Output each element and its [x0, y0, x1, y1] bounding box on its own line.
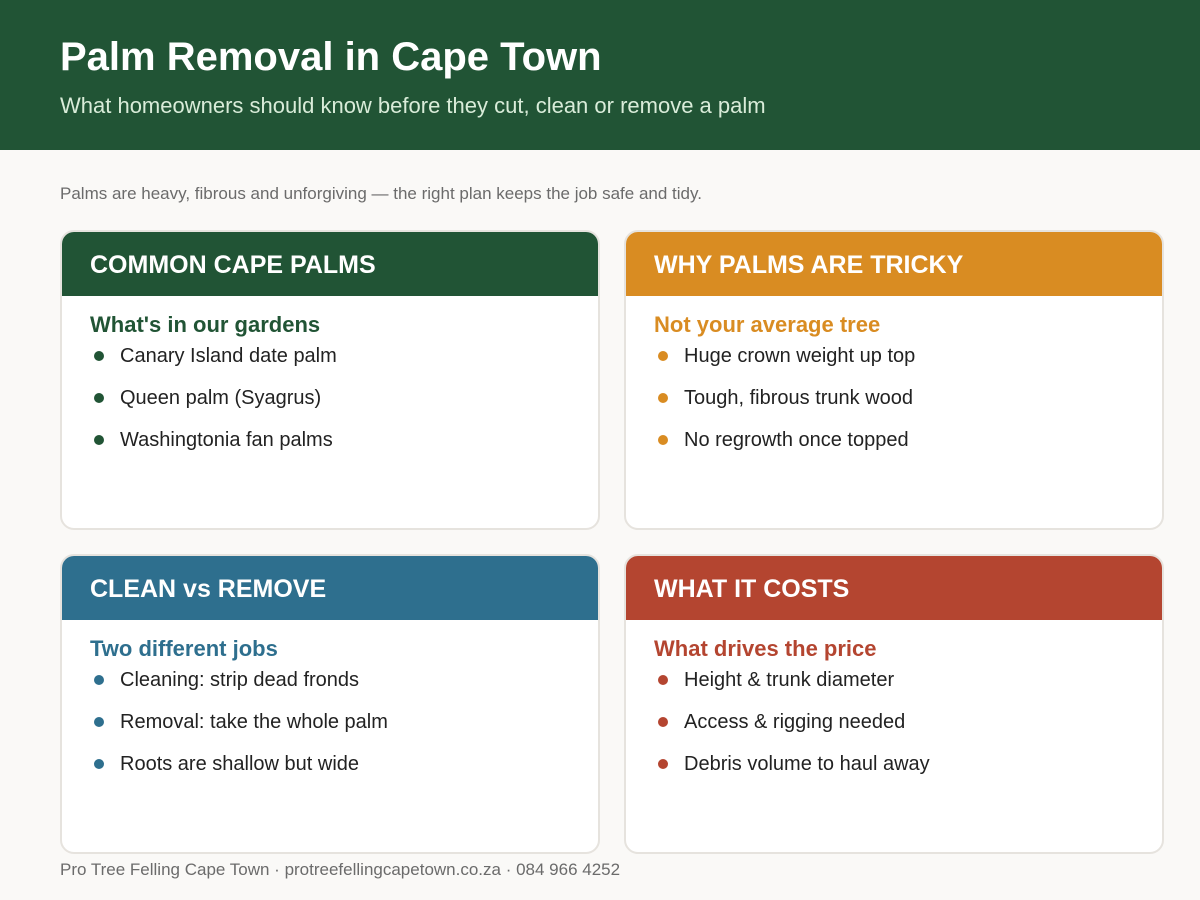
page-title: Palm Removal in Cape Town [60, 35, 602, 79]
bullet-dot-icon [94, 393, 104, 403]
bullet-list [90, 668, 388, 794]
card-common-palms [60, 230, 600, 530]
list-item-label: Height & trunk diameter [684, 669, 895, 691]
list-item [654, 668, 930, 710]
list-item-label: Queen palm (Syagrus) [120, 387, 322, 409]
list-item-label: Roots are shallow but wide [120, 753, 360, 775]
card-why-tricky [624, 230, 1164, 530]
card-subtitle: Two different jobs [90, 636, 278, 661]
bullet-dot-icon [94, 351, 104, 361]
card-what-it-costs [624, 554, 1164, 854]
list-item-label: Tough, fibrous trunk wood [684, 387, 914, 409]
card-title: CLEAN vs REMOVE [90, 575, 327, 603]
list-item-label: Washingtonia fan palms [120, 429, 333, 451]
card-subtitle: What drives the price [654, 636, 877, 661]
footer-contact: Pro Tree Felling Cape Town · protreefellingcapetown.co.za · 084 966 4252 [60, 860, 621, 879]
page-header [0, 0, 1200, 150]
bullet-dot-icon [658, 759, 668, 769]
card-title: WHAT IT COSTS [654, 575, 850, 603]
list-item [654, 710, 930, 752]
list-item-label: Cleaning: strip dead fronds [120, 669, 360, 691]
bullet-dot-icon [658, 351, 668, 361]
bullet-dot-icon [658, 393, 668, 403]
bullet-dot-icon [658, 675, 668, 685]
list-item [90, 386, 337, 428]
page-subtitle: What homeowners should know before they cut, clean or remove a palm [60, 93, 766, 118]
list-item [90, 710, 388, 752]
card-title: WHY PALMS ARE TRICKY [654, 251, 964, 279]
list-item [654, 344, 915, 386]
card-header [626, 232, 1162, 296]
bullet-list [90, 344, 337, 470]
bullet-list [654, 668, 930, 794]
bullet-dot-icon [94, 435, 104, 445]
list-item [90, 668, 388, 710]
card-header [62, 556, 598, 620]
card-header [626, 556, 1162, 620]
list-item [654, 752, 930, 794]
list-item-label: No regrowth once topped [684, 429, 909, 451]
list-item-label: Removal: take the whole palm [120, 711, 388, 733]
card-header [62, 232, 598, 296]
list-item-label: Huge crown weight up top [684, 345, 916, 367]
list-item-label: Debris volume to haul away [684, 753, 930, 775]
list-item-label: Access & rigging needed [684, 711, 906, 733]
list-item [90, 428, 337, 470]
bullet-dot-icon [658, 717, 668, 727]
card-clean-vs-remove [60, 554, 600, 854]
card-subtitle: Not your average tree [654, 312, 881, 337]
bullet-dot-icon [658, 435, 668, 445]
card-subtitle: What's in our gardens [90, 312, 321, 337]
list-item [654, 428, 915, 470]
bullet-dot-icon [94, 759, 104, 769]
bullet-list [654, 344, 915, 470]
list-item-label: Canary Island date palm [120, 345, 337, 367]
intro-text: Palms are heavy, fibrous and unforgiving — the right plan keeps the job safe and tidy. [60, 184, 702, 203]
card-title: COMMON CAPE PALMS [90, 251, 376, 279]
list-item [90, 752, 388, 794]
list-item [90, 344, 337, 386]
list-item [654, 386, 915, 428]
bullet-dot-icon [94, 675, 104, 685]
bullet-dot-icon [94, 717, 104, 727]
